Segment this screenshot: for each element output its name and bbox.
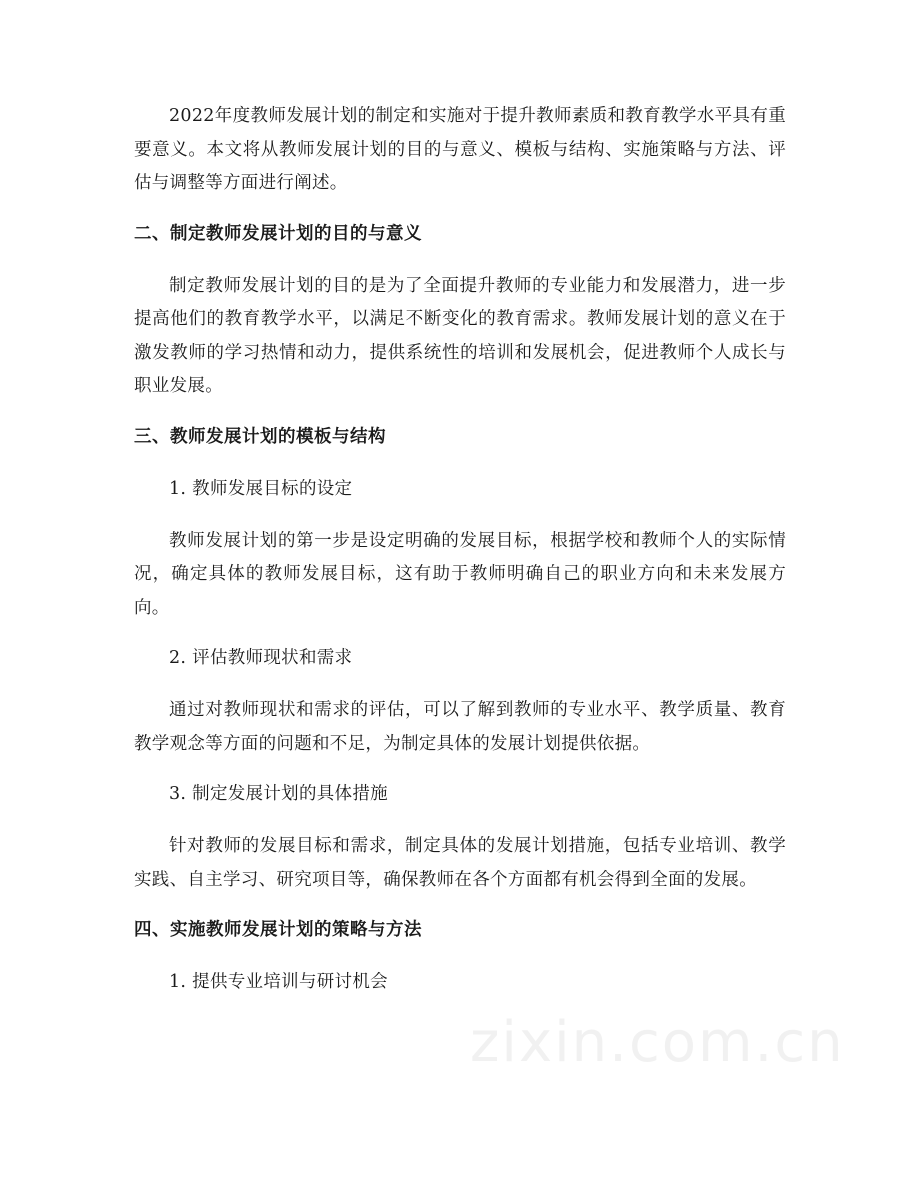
section-4-item-1-title: 1. 提供专业培训与研讨机会 <box>169 972 388 992</box>
section-3-heading: 三、教师发展计划的模板与结构 <box>134 426 386 447</box>
section-3-item-2-paragraph: 通过对教师现状和需求的评估，可以了解到教师的专业水平、教学质量、教育教学观念等方面的问题和不足，为制定具体的发展计划提供依据。 <box>134 700 786 754</box>
watermark-text: zixin.com.cn <box>470 1010 845 1075</box>
section-3-item-1-title: 1. 教师发展目标的设定 <box>169 478 353 499</box>
section-3-item-1-paragraph: 教师发展计划的第一步是设定明确的发展目标，根据学校和教师个人的实际情况，确定具体的教师发展目标，这有助于教师明确自己的职业方向和未来发展方向。 <box>134 530 786 618</box>
section-3-item-3-title: 3. 制定发展计划的具体措施 <box>169 784 388 804</box>
intro-paragraph: 2022年度教师发展计划的制定和实施对于提升教师素质和教育教学水平具有重要意义。本文将从教师发展计划的目的与意义、模板与结构、实施策略与方法、评估与调整等方面进行阐述。 <box>134 106 786 193</box>
section-2-heading: 二、制定教师发展计划的目的与意义 <box>134 223 422 244</box>
section-2-paragraph: 制定教师发展计划的目的是为了全面提升教师的专业能力和发展潜力，进一步提高他们的教育教学水平，以满足不断变化的教育需求。教师发展计划的意义在于激发教师的学习热情和动力，提供系统性的培训和发展机会，促进教师个人成长与职业发展。 <box>134 275 786 396</box>
section-3-item-3-paragraph: 针对教师的发展目标和需求，制定具体的发展计划措施，包括专业培训、教学实践、自主学习、研究项目等，确保教师在各个方面都有机会得到全面的发展。 <box>134 836 786 890</box>
section-4-heading: 四、实施教师发展计划的策略与方法 <box>134 920 422 940</box>
section-3-item-2-title: 2. 评估教师现状和需求 <box>169 648 353 668</box>
document-body <box>134 100 786 1018</box>
